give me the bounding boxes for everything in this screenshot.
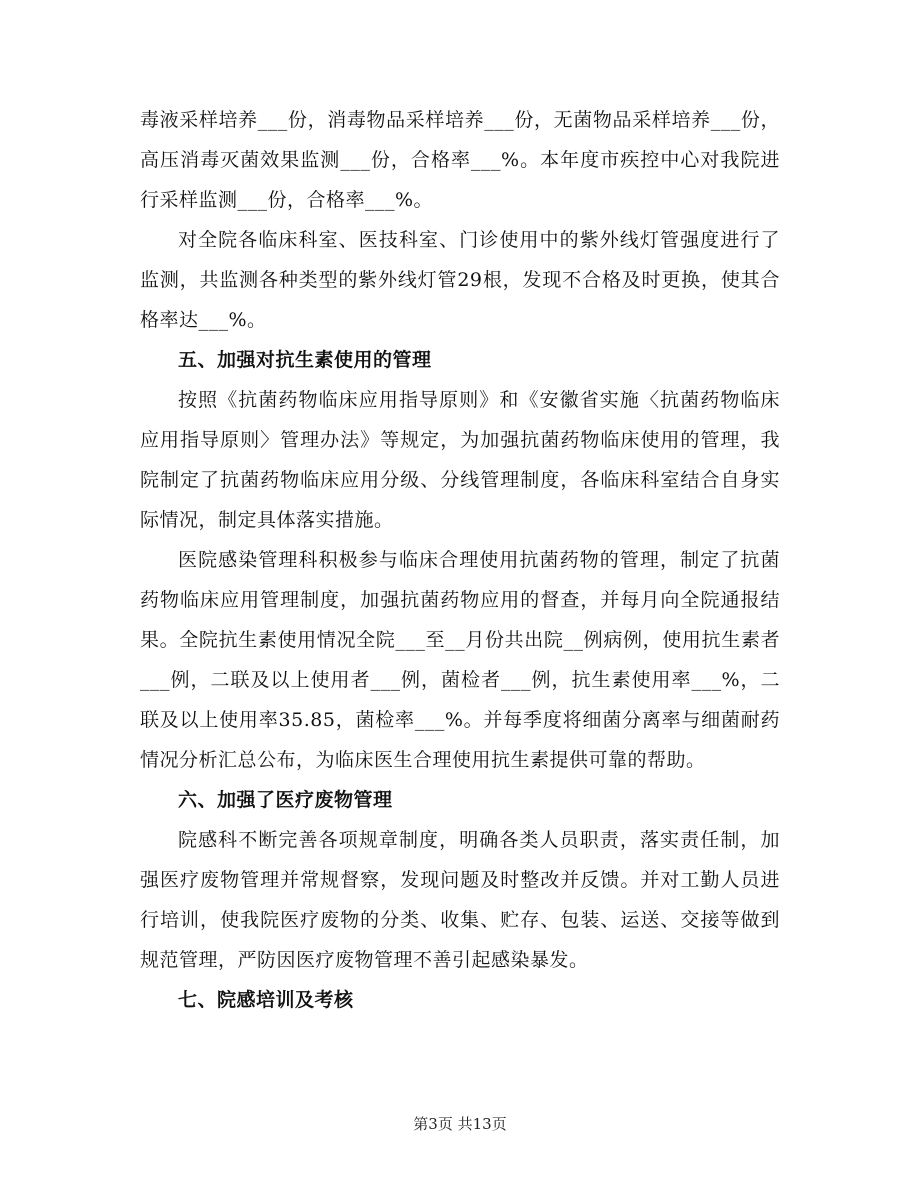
paragraph-antibiotic-statistics: 医院感染管理科积极参与临床合理使用抗菌药物的管理，制定了抗菌药物临床应用管理制度，加强抗菌药物应用的督查，并每月向全院通报结果。全院抗生素使用情况全院___至__月份共出院__例病例，使用抗生素者___例，二联及以上使用者___例，菌检者___例，抗生素使用率___%，二联及以上使用率35.85，菌检率___%。并每季度将细菌分离率与细菌耐药情况分析汇总公布，为临床医生合理使用抗生素提供可靠的帮助。 [140, 549, 780, 771]
paragraph-sampling-results: 毒液采样培养___份，消毒物品采样培养___份，无菌物品采样培养___份，高压消毒灭菌效果监测___份，合格率___%。本年度市疾控中心对我院进行采样监测___份，合格率___%。 [140, 109, 780, 211]
page-number-footer: 第3页 共13页 [413, 1115, 507, 1133]
section-heading-antibiotics: 五、加强对抗生素使用的管理 [178, 349, 432, 371]
section-heading-training: 七、院感培训及考核 [178, 989, 354, 1011]
document-body [140, 100, 780, 1020]
section-heading-medical-waste: 六、加强了医疗废物管理 [178, 789, 393, 811]
paragraph-antibiotic-guidelines: 按照《抗菌药物临床应用指导原则》和《安徽省实施〈抗菌药物临床应用指导原则〉管理办法》等规定，为加强抗菌药物临床使用的管理，我院制定了抗菌药物临床应用分级、分线管理制度，各临床科室结合自身实际情况，制定具体落实措施。 [140, 389, 780, 531]
paragraph-medical-waste: 院感科不断完善各项规章制度，明确各类人员职责，落实责任制，加强医疗废物管理并常规督察，发现问题及时整改并反馈。并对工勤人员进行培训，使我院医疗废物的分类、收集、贮存、包装、运送、交接等做到规范管理，严防因医疗废物管理不善引起感染暴发。 [140, 829, 780, 971]
paragraph-uv-lamp-monitoring: 对全院各临床科室、医技科室、门诊使用中的紫外线灯管强度进行了监测，共监测各种类型的紫外线灯管29根，发现不合格及时更换，使其合格率达___%。 [140, 229, 780, 331]
